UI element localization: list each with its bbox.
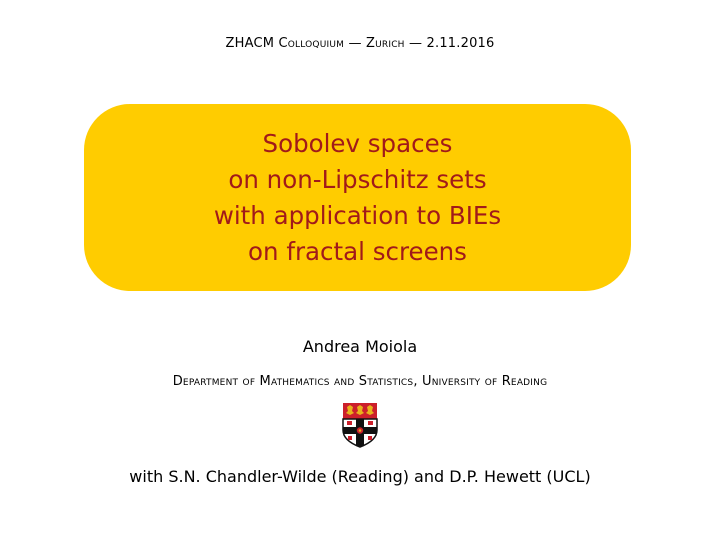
title-line-4: on fractal screens	[248, 236, 467, 266]
collaborators-line: with S.N. Chandler-Wilde (Reading) and D.P. Hewett (UCL)	[129, 467, 591, 486]
title-line-1: Sobolev spaces	[262, 128, 453, 158]
title-block	[84, 104, 631, 291]
conference-city: Zurich	[366, 36, 405, 51]
title-line-2: on non-Lipschitz sets	[228, 164, 487, 194]
title-line-3: with application to BIEs	[213, 200, 502, 230]
affiliation-university: University of Reading	[422, 374, 548, 389]
conference-date: 2.11.2016	[426, 36, 495, 51]
conference-event: Colloquium	[278, 36, 345, 51]
conference-line	[0, 36, 720, 51]
affiliation-department: Department of Mathematics and Statistics	[172, 374, 414, 389]
conference-separator: —	[404, 36, 427, 51]
author-name: Andrea Moiola	[302, 337, 418, 356]
conference-separator: —	[344, 36, 366, 51]
crest-charges	[346, 405, 374, 415]
affiliation	[0, 374, 720, 389]
affiliation-separator: ,	[413, 374, 423, 389]
university-of-reading-crest-icon	[341, 402, 379, 448]
conference-org: ZHACM	[225, 36, 275, 51]
